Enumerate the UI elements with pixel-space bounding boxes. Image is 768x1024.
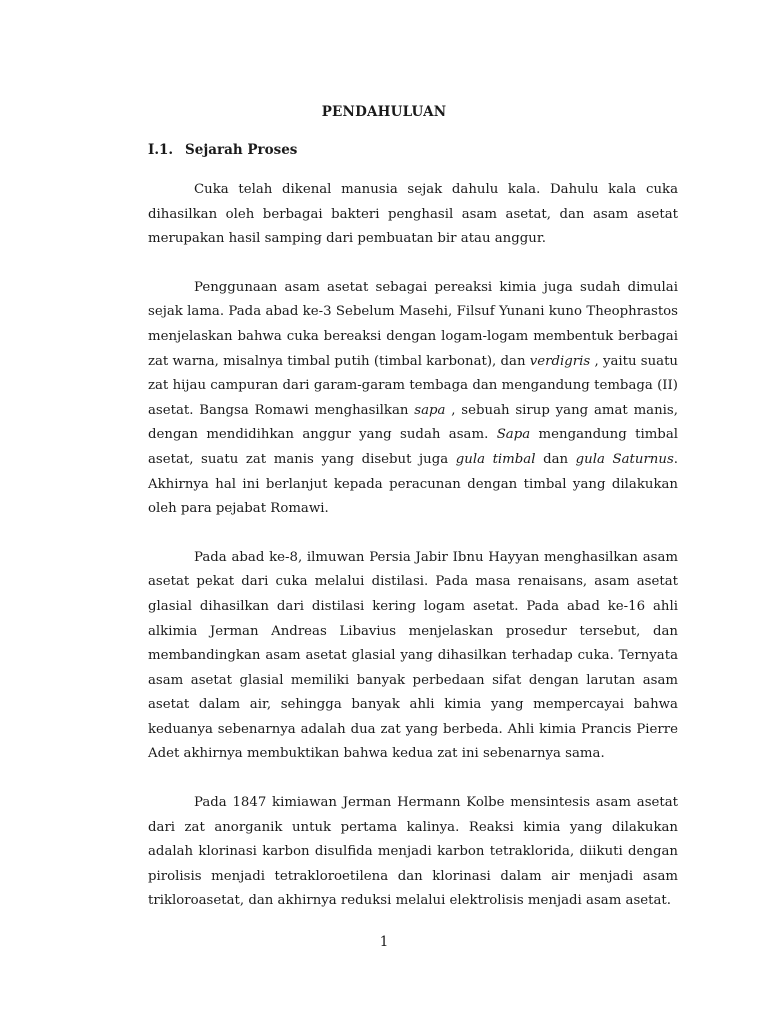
text-run: dan: [535, 451, 576, 467]
italic-term: gula Saturnus: [575, 451, 674, 467]
paragraph: [148, 546, 678, 767]
section-title: Sejarah Proses: [185, 142, 298, 158]
italic-term: Sapa: [496, 427, 531, 443]
page-number: 1: [379, 934, 389, 950]
text-run: Penggunaan asam asetat sebagai pereaksi kimia juga sudah dimulai sejak lama. Pada abad ke-3 Sebelum Masehi, Filsuf Yunani kuno Theophrastos menjelaskan bahwa cuka bereaksi dengan logam-logam membentuk berbagai zat warna, misalnya timbal putih (timbal karbonat), dan: [148, 279, 678, 369]
italic-term: gula timbal: [455, 451, 536, 467]
paragraph: [148, 178, 678, 252]
document-body: [148, 178, 678, 938]
text-run: Pada abad ke-8, ilmuwan Persia Jabir Ibnu Hayyan menghasilkan asam asetat pekat dari cuka melalui distilasi. Pada masa renaisans, asam asetat glasial dihasilkan dari distilasi kering logam asetat. Pada abad ke-16 ahli alkimia Jerman Andreas Libavius menjelaskan prosedur tersebut, dan membandingkan asam asetat glasial yang dihasilkan terhadap cuka. Ternyata asam asetat glasial memiliki banyak perbedaan sifat dengan larutan asam asetat dalam air, sehingga banyak ahli kimia yang mempercayai bahwa keduanya sebenarnya adalah dua zat yang berbeda. Ahli kimia Prancis Pierre Adet akhirnya membuktikan bahwa kedua zat ini sebenarnya sama.: [148, 549, 678, 762]
italic-term: sapa: [414, 402, 446, 418]
text-run: . Akhirnya hal ini berlanjut kepada peracunan dengan timbal yang dilakukan oleh para pejabat Romawi.: [148, 451, 678, 517]
section-number: I.1.: [148, 142, 174, 158]
paragraph: [148, 276, 678, 522]
section-heading: [148, 142, 297, 158]
page-title: PENDAHULUAN: [321, 104, 447, 120]
text-run: , yaitu suatu zat hijau campuran dari garam-garam tembaga dan mengandung tembaga (II) asetat. Bangsa Romawi menghasilkan: [148, 353, 679, 418]
text-run: mengandung timbal asetat, suatu zat manis yang disebut juga: [148, 427, 678, 467]
text-run: , sebuah sirup yang amat manis, dengan mendidihkan anggur yang sudah asam.: [148, 402, 678, 443]
paragraph: [148, 791, 678, 914]
italic-term: verdigris: [529, 353, 591, 369]
text-run: Cuka telah dikenal manusia sejak dahulu kala. Dahulu kala cuka dihasilkan oleh berbagai bakteri penghasil asam asetat, dan asam asetat merupakan hasil samping dari pembuatan bir atau anggur.: [148, 182, 678, 247]
text-run: Pada 1847 kimiawan Jerman Hermann Kolbe mensintesis asam asetat dari zat anorganik untuk pertama kalinya. Reaksi kimia yang dilakukan adalah klorinasi karbon disulfida menjadi karbon tetraklorida, diikuti dengan pirolisis menjadi tetrakloroetilena dan klorinasi dalam air menjadi asam trikloroasetat, dan akhirnya reduksi melalui elektrolisis menjadi asam asetat.: [148, 795, 678, 909]
